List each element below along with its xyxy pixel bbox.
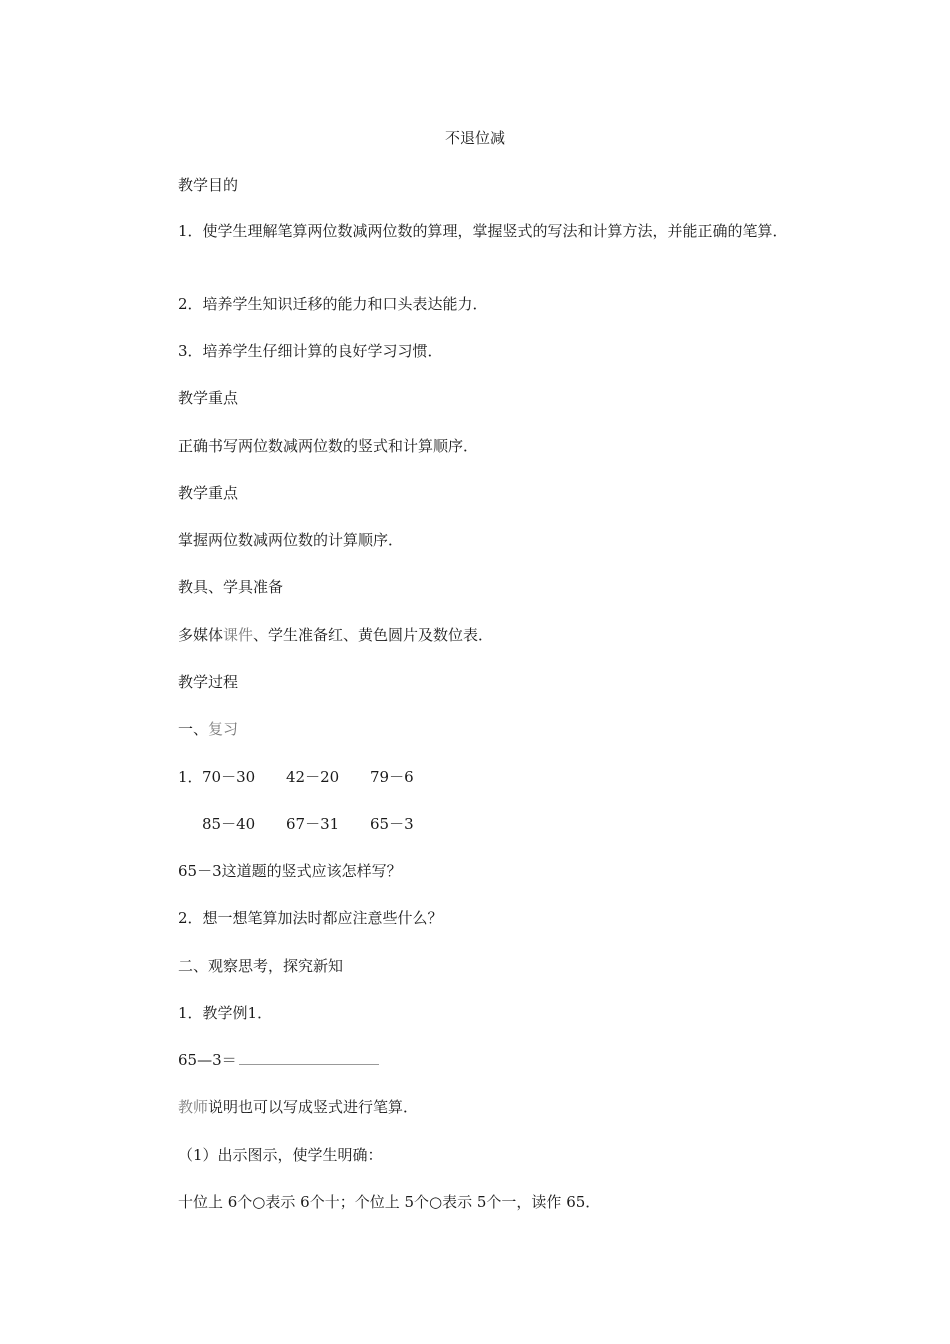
document-title: 不退位减 [444,129,505,147]
review-expr: 67－31 [286,815,340,833]
review-row-2 [202,814,414,834]
explore-heading: 二、观察思考，探究新知 [178,957,344,975]
key-text: 正确书写两位数减两位数的竖式和计算顺序． [178,437,479,455]
key-heading: 教学重点 [178,389,239,407]
teacher-link[interactable]: 教师 [178,1098,209,1116]
answer-blank [239,1050,379,1065]
tools-heading: 教具、学具准备 [178,578,284,596]
review-expr: 42－20 [286,768,340,786]
tools-text [178,625,493,645]
review-row-1 [178,767,414,787]
objective-2: 2．培养学生知识迁移的能力和口头表达能力． [178,295,488,313]
review-prefix: 一、 [178,720,209,738]
difficulty-heading: 教学重点 [178,484,239,502]
review-expr: 85－40 [202,815,256,833]
review-row-number: 1． [178,768,203,786]
objective-1: 1．使学生理解笔算两位数减两位数的算理，掌握竖式的写法和计算方法，并能正确的笔算． [178,222,788,240]
review-question-2: 2．想一想笔算加法时都应注意些什么？ [178,909,443,927]
review-expr: 65－3 [370,815,414,833]
review-link[interactable]: 复习 [208,720,239,738]
difficulty-text: 掌握两位数减两位数的计算顺序． [178,531,404,549]
example-equation-text: 65—3＝ [178,1051,237,1069]
review-question-1: 65－3这道题的竖式应该怎样写？ [178,862,402,880]
example-title: 1．教学例1． [178,1004,273,1022]
teacher-note [178,1097,418,1117]
teacher-text: 说明也可以写成竖式进行笔算． [208,1098,419,1116]
tools-suffix: 、学生准备红、黄色圆片及数位表． [253,626,494,644]
tools-prefix: 多媒体 [178,626,224,644]
process-heading: 教学过程 [178,673,239,691]
objectives-heading: 教学目的 [178,176,239,194]
step-1: （1）出示图示，使学生明确： [178,1146,383,1164]
objective-3: 3．培养学生仔细计算的良好学习习惯． [178,342,443,360]
review-expr: 79－6 [370,768,414,786]
review-heading [178,719,238,739]
review-expr: 70－30 [202,768,256,786]
example-equation [178,1050,379,1070]
place-value-text: 十位上 6个○表示 6个十；个位上 5个○表示 5个一，读作 65． [178,1193,601,1211]
courseware-link[interactable]: 课件 [223,626,254,644]
